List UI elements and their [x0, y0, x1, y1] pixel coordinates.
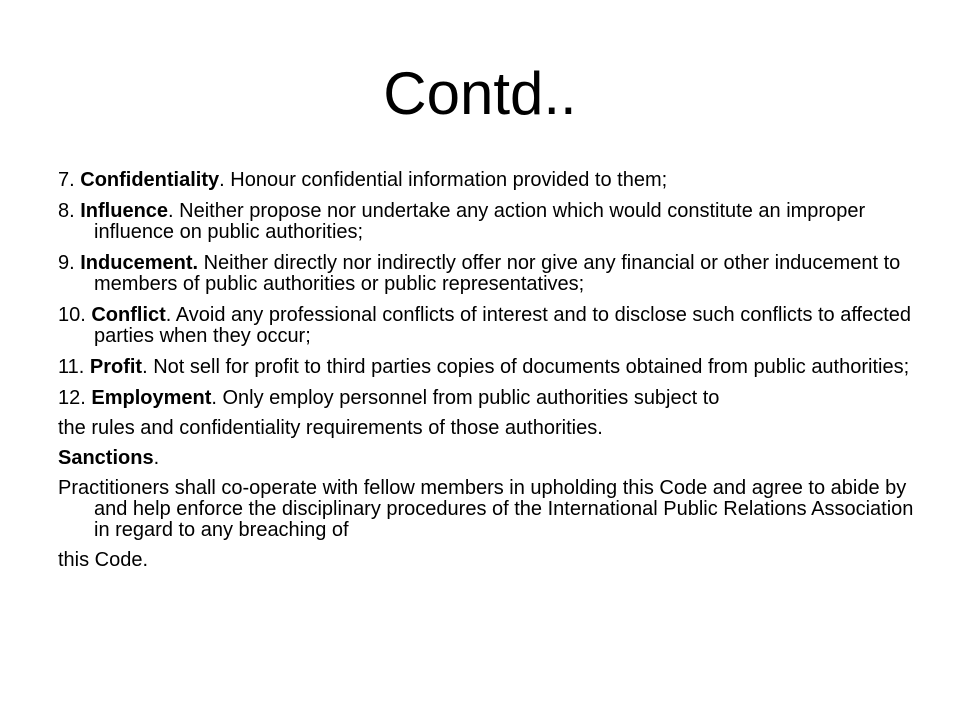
sanctions-heading	[58, 448, 918, 469]
list-item-inducement	[58, 253, 918, 295]
list-item-influence	[58, 201, 918, 243]
sanctions-closing: this Code.	[58, 549, 149, 571]
item-term: Profit	[89, 356, 143, 378]
employment-continuation: the rules and confidentiality requirements of those authorities.	[58, 417, 603, 439]
item-text: . Avoid any professional conflicts of interest and to disclose such conflicts to affected parties when they occur;	[94, 304, 912, 347]
list-item-confidentiality	[58, 170, 918, 191]
list-item-conflict	[58, 305, 918, 347]
sanctions-heading-text: Sanctions	[58, 447, 154, 469]
list-item-profit	[58, 357, 918, 378]
item-text: . Only employ personnel from public authorities subject to	[211, 387, 720, 409]
item-number: 9.	[58, 252, 81, 274]
item-number: 12.	[58, 387, 92, 409]
list-item-employment	[58, 388, 918, 409]
item-number: 10.	[58, 304, 92, 326]
item-term: Employment	[91, 387, 212, 409]
item-term: Conflict	[91, 304, 166, 326]
slide-body	[58, 170, 918, 581]
item-term: Confidentiality	[80, 169, 220, 191]
item-text: . Honour confidential information provided to them;	[219, 169, 668, 191]
sanctions-paragraph: Practitioners shall co-operate with fellow members in upholding this Code and agree to abide by and help enforce the disciplinary procedures of the International Public Relations Association in regard to any breaching of	[58, 477, 914, 541]
item-text: . Neither propose nor undertake any action which would constitute an improper influence on public authorities;	[94, 200, 866, 243]
item-number: 8.	[58, 200, 81, 222]
item-number: 7.	[58, 169, 81, 191]
sanctions-heading-suffix: .	[153, 447, 160, 469]
item-text: Neither directly nor indirectly offer nor give any financial or other inducement to members of public authorities or public representatives;	[94, 252, 901, 295]
item-term: Influence	[80, 200, 169, 222]
item-text: . Not sell for profit to third parties copies of documents obtained from public authorities;	[142, 356, 910, 378]
item-number: 11.	[58, 356, 90, 378]
slide-title: Contd..	[383, 60, 577, 127]
item-term: Inducement.	[80, 252, 199, 274]
